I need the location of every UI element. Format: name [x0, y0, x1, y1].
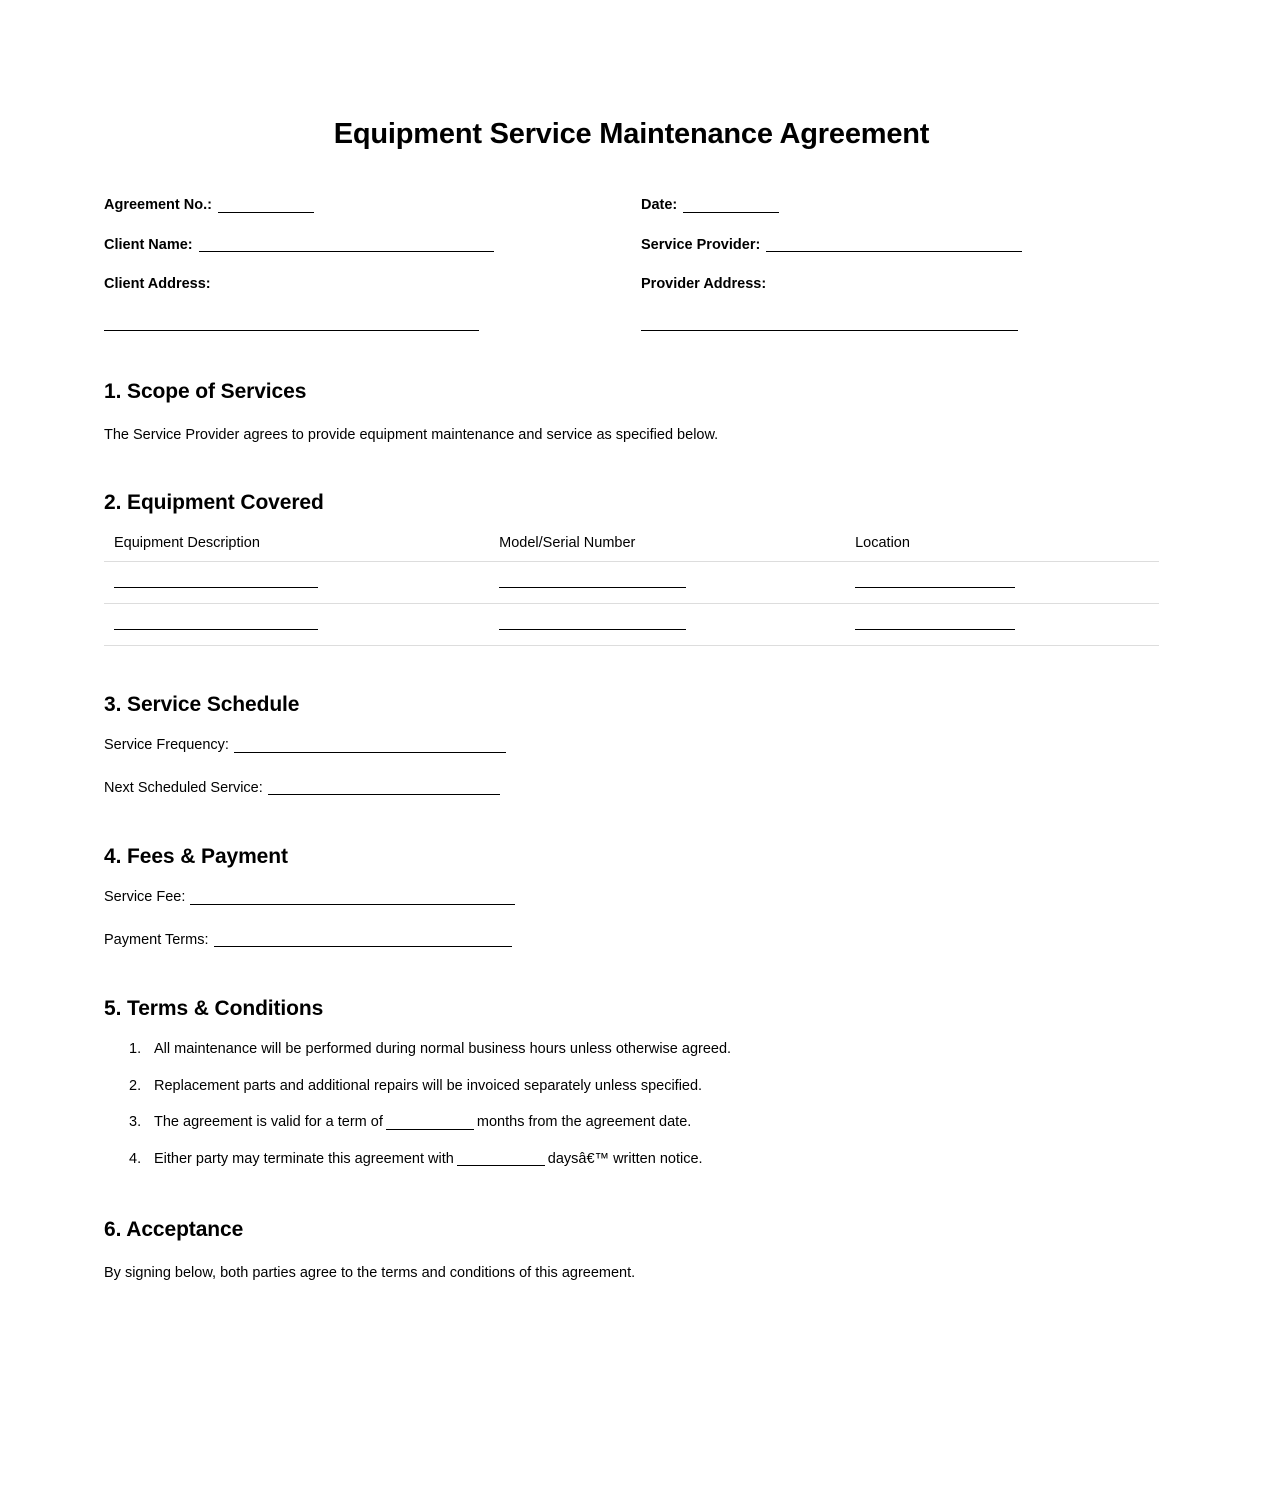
location-input[interactable]: [855, 578, 1015, 588]
term-months-input[interactable]: [386, 1118, 474, 1130]
next-scheduled-service-label: Next Scheduled Service:: [104, 779, 263, 796]
service-fee-input[interactable]: [190, 891, 515, 905]
payment-terms-input[interactable]: [214, 933, 512, 947]
client-address-label: Client Address:: [104, 276, 211, 293]
model-serial-input[interactable]: [499, 578, 686, 588]
terms-list: [104, 1042, 1159, 1166]
fees-heading: 4. Fees & Payment: [104, 845, 288, 869]
payment-terms-field[interactable]: [104, 933, 1159, 948]
scope-heading: 1. Scope of Services: [104, 380, 307, 404]
list-item: [129, 1079, 1159, 1094]
section-acceptance: [104, 1218, 1159, 1284]
acceptance-body: By signing below, both parties agree to the terms and conditions of this agreement.: [104, 1265, 636, 1282]
column-header-location: Location: [845, 533, 1159, 562]
agreement-no-field[interactable]: [104, 198, 624, 213]
agreement-no-input[interactable]: [218, 199, 314, 213]
service-provider-input[interactable]: [766, 238, 1022, 252]
equipment-table: [104, 533, 1159, 646]
equipment-description-cell[interactable]: [104, 603, 489, 645]
term-number: 1.: [129, 1041, 142, 1058]
location-input[interactable]: [855, 620, 1015, 630]
list-item: [129, 1152, 1159, 1167]
term-number: 4.: [129, 1150, 142, 1167]
service-provider-label: Service Provider:: [641, 236, 761, 253]
equipment-description-input[interactable]: [114, 620, 318, 630]
next-scheduled-service-field[interactable]: [104, 781, 1159, 796]
term-text-after: daysâ€™ written notice.: [547, 1150, 703, 1167]
client-address-input[interactable]: [104, 330, 479, 331]
model-serial-cell[interactable]: [489, 603, 845, 645]
date-input[interactable]: [683, 199, 779, 213]
service-fee-field[interactable]: [104, 890, 1159, 905]
service-frequency-input[interactable]: [234, 739, 506, 753]
table-row: [104, 561, 1159, 603]
header-left-column: [104, 198, 624, 292]
provider-address-label: Provider Address:: [641, 276, 767, 293]
payment-terms-label: Payment Terms:: [104, 931, 209, 948]
table-row: [104, 603, 1159, 645]
equipment-heading: 2. Equipment Covered: [104, 491, 324, 515]
equipment-description-input[interactable]: [114, 578, 318, 588]
date-label: Date:: [641, 197, 678, 214]
section-fees-and-payment: [104, 845, 1159, 947]
terms-heading: 5. Terms & Conditions: [104, 997, 324, 1021]
term-text-after: months from the agreement date.: [476, 1114, 692, 1131]
agreement-no-label: Agreement No.:: [104, 197, 212, 214]
acceptance-heading: 6. Acceptance: [104, 1218, 244, 1242]
scope-body: The Service Provider agrees to provide equipment maintenance and service as specified below.: [104, 427, 719, 444]
service-frequency-label: Service Frequency:: [104, 737, 229, 754]
list-item: [129, 1115, 1159, 1130]
list-item: [129, 1042, 1159, 1057]
service-provider-field[interactable]: [641, 238, 1161, 253]
column-header-model-serial-number: Model/Serial Number: [489, 533, 845, 562]
client-name-input[interactable]: [199, 238, 494, 252]
page-title: Equipment Service Maintenance Agreement: [333, 118, 930, 150]
header-right-column: [641, 198, 1161, 292]
term-text: All maintenance will be performed during normal business hours unless otherwise agreed.: [154, 1041, 732, 1058]
service-frequency-field[interactable]: [104, 738, 1159, 753]
term-text: The agreement is valid for a term of: [154, 1114, 383, 1131]
date-field[interactable]: [641, 198, 1161, 213]
table-header-row: [104, 533, 1159, 562]
model-serial-input[interactable]: [499, 620, 686, 630]
column-header-equipment-description: Equipment Description: [104, 533, 489, 562]
section-scope-of-services: [104, 380, 1159, 446]
term-number: 2.: [129, 1077, 142, 1094]
equipment-description-cell[interactable]: [104, 561, 489, 603]
schedule-heading: 3. Service Schedule: [104, 692, 300, 716]
provider-address-field[interactable]: [641, 277, 1161, 292]
service-fee-label: Service Fee:: [104, 889, 186, 906]
location-cell[interactable]: [845, 603, 1159, 645]
section-terms-and-conditions: [104, 997, 1159, 1166]
term-notice-days-input[interactable]: [457, 1154, 545, 1166]
term-text: Replacement parts and additional repairs will be invoiced separately unless specified.: [154, 1077, 703, 1094]
term-text: Either party may terminate this agreement with: [154, 1150, 454, 1167]
section-equipment-covered: [104, 491, 1159, 645]
next-scheduled-service-input[interactable]: [268, 781, 500, 795]
client-name-field[interactable]: [104, 238, 624, 253]
provider-address-input[interactable]: [641, 330, 1018, 331]
location-cell[interactable]: [845, 561, 1159, 603]
client-name-label: Client Name:: [104, 236, 193, 253]
term-number: 3.: [129, 1114, 142, 1131]
section-service-schedule: [104, 693, 1159, 795]
client-address-field[interactable]: [104, 277, 624, 292]
agreement-header-block: [104, 198, 1159, 338]
model-serial-cell[interactable]: [489, 561, 845, 603]
